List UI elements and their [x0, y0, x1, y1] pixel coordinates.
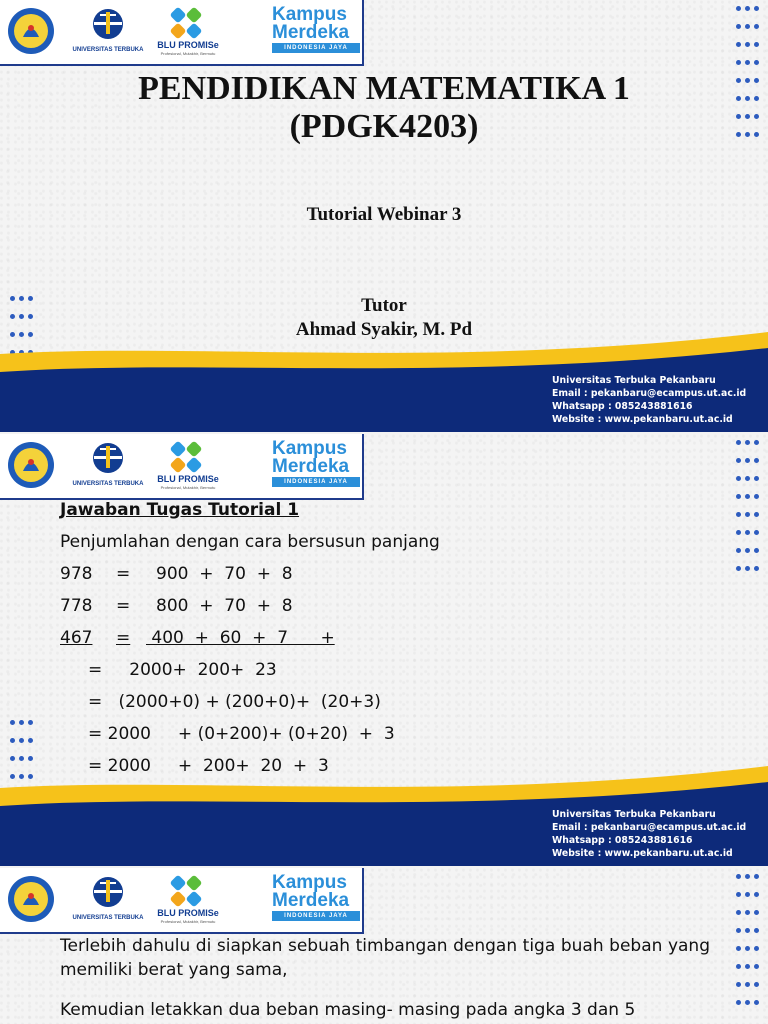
row-3-expr: 400 + 60 + 7 +: [146, 628, 335, 648]
kampus-logo-line2: Merdeka: [272, 890, 350, 911]
slide-title-line2: (PDGK4203): [289, 108, 479, 145]
step-1: = 2000+ 200+ 23: [88, 660, 277, 680]
kampus-logo-line1: Kampus: [272, 4, 347, 25]
blu-tagline: Profesional, Mutakhir, Bermutu: [160, 919, 216, 924]
decorative-dots-icon: [734, 868, 764, 1012]
kampus-logo-line1: Kampus: [272, 872, 347, 893]
footer-line4: Website : www.pekanbaru.ut.ac.id: [552, 414, 733, 425]
kampus-logo-line1: Kampus: [272, 438, 347, 459]
row-3-lhs: 467: [60, 628, 93, 648]
row-1-expr: 900 + 70 + 8: [156, 564, 293, 584]
blu-logo-text: BLU PROMISe: [157, 474, 219, 484]
blu-promise-logo-icon: [168, 873, 204, 909]
decorative-dots-icon: [734, 434, 764, 578]
solution-intro: Penjumlahan dengan cara bersusun panjang: [60, 532, 440, 552]
tut-wuri-emblem-icon: [6, 874, 56, 924]
row-2-expr: 800 + 70 + 8: [156, 596, 293, 616]
footer-contact: [552, 808, 762, 860]
kampus-logo-line3: INDONESIA JAYA: [272, 477, 360, 487]
footer-line3: Whatsapp : 085243881616: [552, 835, 693, 846]
paragraph-1: Terlebih dahulu di siapkan sebuah timbangan dengan tiga buah beban yang memiliki berat yang sama,: [60, 936, 710, 980]
row-1-lhs: 978: [60, 564, 93, 584]
slide-subtitle: Tutorial Webinar 3: [306, 204, 462, 225]
tut-wuri-emblem-icon: [6, 6, 56, 56]
ut-logo-text: UNIVERSITAS TERBUKA: [72, 47, 144, 53]
row-2-eq: =: [116, 596, 131, 616]
tut-wuri-emblem-icon: [6, 440, 56, 490]
kampus-logo-line2: Merdeka: [272, 22, 350, 43]
tutor-name: Ahmad Syakir, M. Pd: [295, 319, 473, 340]
slide-title: [0, 70, 768, 146]
ut-logo-text: UNIVERSITAS TERBUKA: [72, 481, 144, 487]
solution-heading: Jawaban Tugas Tutorial 1: [60, 500, 300, 520]
slide-3: [0, 868, 768, 1024]
footer-line2: Email : pekanbaru@ecampus.ut.ac.id: [552, 822, 747, 833]
step-2: = (2000+0) + (200+0)+ (20+3): [88, 692, 381, 712]
universitas-terbuka-logo-icon: [80, 874, 136, 914]
kampus-logo-line3: INDONESIA JAYA: [272, 911, 360, 921]
footer-line1: Universitas Terbuka Pekanbaru: [552, 375, 716, 386]
slide-title-line1: PENDIDIKAN MATEMATIKA 1: [138, 70, 630, 107]
step-4: = 2000 + 200+ 20 + 3: [88, 756, 329, 776]
footer-line1: Universitas Terbuka Pekanbaru: [552, 809, 716, 820]
step-3: = 2000 + (0+200)+ (0+20) + 3: [88, 724, 395, 744]
tutor-label: Tutor: [361, 295, 407, 316]
row-2-lhs: 778: [60, 596, 93, 616]
ut-logo-text: UNIVERSITAS TERBUKA: [72, 915, 144, 921]
blu-tagline: Profesional, Mutakhir, Bermutu: [160, 51, 216, 56]
row-3-eq: =: [116, 628, 131, 648]
footer-contact: [552, 374, 762, 426]
blu-logo-text: BLU PROMISe: [157, 40, 219, 50]
logo-bar: [0, 868, 364, 934]
kampus-logo-line3: INDONESIA JAYA: [272, 43, 360, 53]
slide-1: [0, 0, 768, 432]
kampus-logo-line2: Merdeka: [272, 456, 350, 477]
paragraph-2: Kemudian letakkan dua beban masing- masing pada angka 3 dan 5: [60, 1000, 636, 1020]
logo-bar: [0, 0, 364, 66]
blu-tagline: Profesional, Mutakhir, Bermutu: [160, 485, 216, 490]
footer-line2: Email : pekanbaru@ecampus.ut.ac.id: [552, 388, 747, 399]
universitas-terbuka-logo-icon: [80, 440, 136, 480]
universitas-terbuka-logo-icon: [80, 6, 136, 46]
footer-line4: Website : www.pekanbaru.ut.ac.id: [552, 848, 733, 859]
logo-bar: [0, 434, 364, 500]
footer-line3: Whatsapp : 085243881616: [552, 401, 693, 412]
blu-logo-text: BLU PROMISe: [157, 908, 219, 918]
row-1-eq: =: [116, 564, 131, 584]
blu-promise-logo-icon: [168, 439, 204, 475]
slide-2: [0, 434, 768, 866]
blu-promise-logo-icon: [168, 5, 204, 41]
